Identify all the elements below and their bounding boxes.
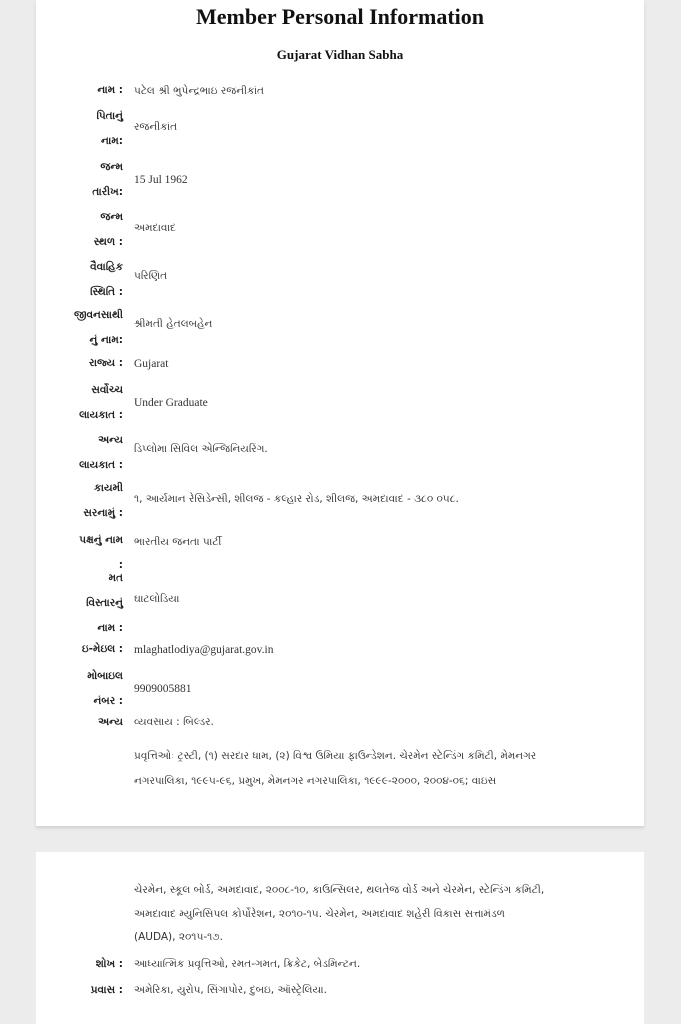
field-label: સર્વોચ્ચ લાયકાત : [79, 384, 123, 421]
field-label: જન્મ તારીખ: [92, 161, 123, 198]
email-value[interactable]: mlaghatlodiya@gujarat.gov.in [134, 644, 274, 656]
other-activities-line: પ્રવૃત્તિઓઃ ટ્રસ્ટી, (૧) સરદાર ધામ, (૨) વિશ્વ ઉમિયા ફાઉન્ડેશન. ચેરમેન સ્ટેન્ડિંગ કમિટી, મેમનગર [134, 750, 537, 762]
field-label: નામ : [97, 84, 123, 96]
field-label: ઇ-મેઇલ : [81, 643, 123, 655]
field-value: Gujarat [134, 358, 169, 370]
field-label: રાજ્ય : [89, 357, 123, 369]
field-label: મોબાઇલ નંબર : [87, 670, 123, 707]
other-activities-line: નગરપાલિકા, ૧૯૯૫-૯૬, પ્રમુખ, મેમનગર નગરપાલિકા, ૧૯૯૯-૨૦૦૦, ૨૦૦૪-૦૬; વાઇસ [134, 775, 497, 787]
field-value: વ્યવસાય : બિલ્ડર. [134, 716, 214, 728]
field-label: શોખ : [95, 958, 123, 970]
field-value: 15 Jul 1962 [134, 174, 188, 186]
field-value: અમેરિકા, યુરોપ, સિંગાપોર, દુબઇ, ઑસ્ટ્રેલિયા. [134, 984, 327, 996]
field-value: શ્રીમતી હેતલબહેન [134, 318, 213, 330]
field-label: વૈવાહિક સ્થિતિ : [90, 261, 123, 298]
field-value: આધ્યાત્મિક પ્રવૃત્તિઓ, રમત-ગમત, ક્રિકેટ, બેડમિન્ટન. [134, 958, 361, 970]
other-activities-line: અમદાવાદ મ્યુનિસિપલ કોર્પોરેશન, ૨૦૧૦-૧૫. ચેરમેન, અમદાવાદ શહેરી વિકાસ સત્તામંડળ [134, 908, 505, 920]
field-value: ૧, આર્યમાન રેસિડેન્સી, શીલજ - કલ્હાર રોડ, શીલજ, અમદાવાદ - ૩૮૦ ૦૫૮. [134, 493, 459, 505]
field-label: પિતાનું નામ: [96, 110, 123, 147]
field-value: પટેલ શ્રી ભુપેન્દ્રભાઇ રજનીકાંત [134, 85, 264, 97]
page-subtitle: Gujarat Vidhan Sabha [276, 47, 404, 62]
other-activities-line: ચેરમેન, સ્કૂલ બોર્ડ, અમદાવાદ, ૨૦૦૮-૧૦, કાઉન્સિલર, થલતેજ વોર્ડ અને ચેરમેન, સ્ટેન્ડિંગ કમિટી, [134, 884, 545, 896]
field-value: ભારતીય જનતા પાર્ટી [134, 536, 222, 548]
field-value: ઘાટલોડિયા [134, 593, 180, 605]
field-value: પરિણિત [134, 270, 168, 282]
field-value: Under Graduate [134, 397, 208, 409]
field-label: પક્ષનું નામ : [79, 534, 123, 571]
field-label: અન્ય [98, 716, 123, 728]
page-sheet-1 [36, 0, 644, 826]
field-label: જન્મ સ્થળ : [93, 211, 123, 248]
mobile-value: 9909005881 [134, 683, 192, 695]
field-value: અમદાવાદ [134, 222, 176, 234]
page-title: Member Personal Information [196, 4, 484, 29]
field-value: રજનીકાંત [134, 121, 178, 133]
field-label: પ્રવાસ : [90, 984, 123, 996]
field-value: ડિપ્લોમા સિવિલ એન્જિનિયરિંગ. [134, 443, 268, 455]
field-label: મત વિસ્તારનું નામ : [86, 572, 123, 634]
other-activities-line: (AUDA), ૨૦૧૫-૧૭. [134, 931, 223, 943]
field-label: અન્ય લાયકાત : [79, 434, 123, 471]
field-label: કાયમી સરનામું : [83, 482, 123, 519]
field-label: જીવનસાથી નું નામ: [74, 309, 123, 346]
page-sheet-2 [36, 852, 644, 1024]
